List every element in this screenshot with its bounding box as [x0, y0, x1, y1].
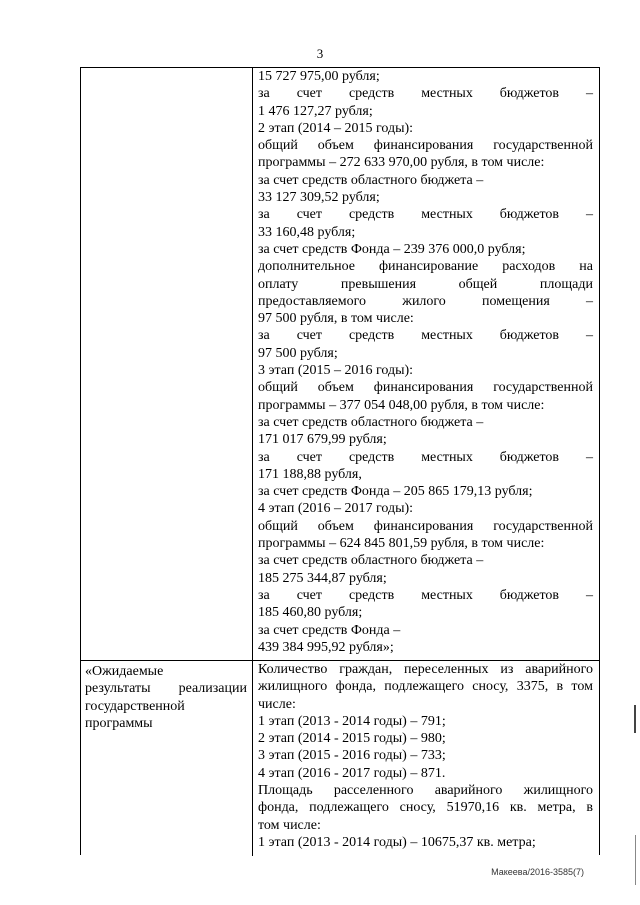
word: бюджетов	[499, 328, 560, 344]
word: из	[500, 662, 514, 677]
text-line	[85, 680, 247, 697]
word: за	[258, 449, 270, 465]
word: расселенного	[333, 783, 414, 799]
word: –	[585, 207, 593, 223]
word: переселенных	[404, 662, 489, 677]
word: местных	[421, 449, 473, 465]
text-line: 2 этап (2014 – 2015 годы):	[258, 120, 414, 136]
footer-reference: Макеева/2016-3585(7)	[491, 867, 584, 877]
text-line: 1 этап (2013 - 2014 годы) – 10675,37 кв. метра;	[258, 834, 536, 850]
text-line: 15 727 975,00 рубля;	[258, 69, 380, 84]
column-divider	[252, 661, 253, 856]
word: помещения	[482, 293, 550, 309]
word: площади	[539, 276, 593, 292]
row1-right-cell	[258, 68, 593, 656]
word: подлежащего	[309, 800, 389, 816]
word: сносу,	[472, 679, 509, 695]
word: за	[258, 587, 270, 603]
text-line	[258, 327, 593, 344]
word: местных	[421, 207, 473, 223]
scan-edge-mark	[634, 705, 636, 733]
word: результаты	[85, 681, 151, 697]
word: объем	[317, 380, 354, 396]
word: государственной	[493, 518, 593, 534]
word: общий	[258, 138, 298, 154]
word: аварийного	[525, 662, 593, 677]
text-line	[258, 206, 593, 223]
word: дополнительное	[258, 259, 355, 275]
text-line	[258, 678, 593, 695]
word: –	[586, 293, 593, 309]
text-line: за счет средств областного бюджета –	[258, 553, 484, 569]
text-line: 171 188,88 рубля,	[258, 466, 362, 482]
word: общей	[458, 276, 498, 292]
word: за	[258, 207, 270, 223]
text-line: 33 160,48 рубля;	[258, 224, 356, 240]
text-line: 171 017 679,99 рубля;	[258, 432, 387, 448]
text-line	[258, 799, 593, 816]
text-line: 97 500 рубля;	[258, 345, 338, 361]
word: счет	[296, 587, 322, 603]
word: местных	[421, 86, 473, 102]
word: счет	[296, 207, 322, 223]
word: реализации	[178, 681, 247, 697]
word: счет	[296, 449, 322, 465]
text-line	[258, 379, 593, 396]
text-line	[258, 518, 593, 535]
word: бюджетов	[499, 207, 560, 223]
text-line	[258, 661, 593, 678]
word: предоставляемого	[258, 293, 367, 309]
text-line: 1 этап (2013 - 2014 годы) – 791;	[258, 713, 446, 729]
word: средств	[348, 86, 395, 102]
word: –	[585, 587, 593, 603]
word: общий	[258, 518, 298, 534]
text-line: 4 этап (2016 – 2017 годы):	[258, 501, 414, 517]
text-line: 1 476 127,27 рубля;	[258, 103, 373, 119]
text-line	[258, 137, 593, 154]
word: аварийного	[434, 783, 503, 799]
word: –	[585, 449, 593, 465]
word: расходов	[502, 259, 556, 275]
text-line	[258, 293, 593, 310]
word: кв.	[509, 800, 527, 816]
word: местных	[421, 587, 473, 603]
word: объем	[317, 138, 354, 154]
word: финансирования	[373, 380, 474, 396]
word: за	[258, 328, 270, 344]
page-number: 3	[316, 46, 324, 61]
word: за	[258, 86, 270, 102]
text-line	[258, 85, 593, 102]
word: средств	[348, 587, 395, 603]
word: 3375,	[516, 679, 549, 695]
text-line	[258, 782, 593, 799]
word: объем	[317, 518, 354, 534]
word: 51970,16	[446, 800, 500, 816]
text-line: государственной	[85, 698, 185, 714]
word: счет	[296, 86, 322, 102]
text-line: за счет средств областного бюджета –	[258, 172, 484, 188]
word: финансирования	[373, 138, 474, 154]
word: граждан,	[339, 662, 393, 677]
word: финансирования	[373, 518, 474, 534]
text-line: «Ожидаемые	[85, 664, 164, 679]
text-line: за счет средств Фонда – 205 865 179,13 рубля;	[258, 484, 533, 500]
word: жилищного	[258, 679, 328, 695]
table-row-expected-results	[81, 661, 599, 856]
word: средств	[348, 449, 395, 465]
text-line: 33 127 309,52 рубля;	[258, 190, 380, 206]
passport-table	[80, 67, 600, 855]
word: бюджетов	[499, 449, 560, 465]
text-line: 439 384 995,92 рубля»;	[258, 639, 394, 655]
word: превышения	[340, 276, 417, 292]
scan-edge-mark	[635, 835, 636, 885]
word: –	[585, 328, 593, 344]
word: местных	[421, 328, 473, 344]
word: сносу,	[399, 800, 436, 816]
text-line: за счет средств областного бюджета –	[258, 414, 484, 430]
text-line: за счет средств Фонда – 239 376 000,0 рубля;	[258, 241, 526, 257]
text-line	[258, 587, 593, 604]
text-line: программы – 624 845 801,59 рубля, в том числе:	[258, 536, 545, 552]
text-line	[258, 449, 593, 466]
row2-left-cell	[85, 663, 247, 732]
text-line: 185 275 344,87 рубля;	[258, 570, 387, 586]
word: средств	[348, 207, 395, 223]
word: бюджетов	[499, 86, 560, 102]
word: жилого	[402, 293, 446, 309]
text-line: 97 500 рубля, в том числе:	[258, 311, 414, 327]
word: в	[586, 800, 593, 816]
text-line: 2 этап (2014 - 2015 годы) – 980;	[258, 731, 446, 747]
text-line: числе:	[258, 696, 296, 712]
text-line: 4 этап (2016 - 2017 годы) – 871.	[258, 765, 446, 781]
word: государственной	[493, 138, 593, 154]
text-line: за счет средств Фонда –	[258, 622, 401, 638]
word: финансирование	[378, 259, 479, 275]
word: метра,	[537, 800, 576, 816]
text-line: 3 этап (2015 – 2016 годы):	[258, 363, 414, 379]
word: на	[579, 259, 593, 275]
word: счет	[296, 328, 322, 344]
word: средств	[348, 328, 395, 344]
word: в	[556, 679, 564, 695]
word: Площадь	[258, 783, 313, 799]
word: Количество	[258, 662, 328, 677]
word: подлежащего	[384, 679, 464, 695]
word: том	[571, 679, 593, 695]
text-line: программы – 377 054 048,00 рубля, в том числе:	[258, 397, 545, 413]
text-line	[258, 276, 593, 293]
word: –	[585, 86, 593, 102]
word: жилищного	[523, 783, 593, 799]
text-line: 3 этап (2015 - 2016 годы) – 733;	[258, 748, 446, 764]
text-line: программы	[85, 715, 153, 731]
text-line: программы – 272 633 970,00 рубля, в том числе:	[258, 155, 545, 171]
text-line: 185 460,80 рубля;	[258, 605, 363, 621]
word: оплату	[258, 276, 299, 292]
word: государственной	[493, 380, 593, 396]
word: фонда,	[258, 800, 299, 816]
text-line	[258, 258, 593, 275]
text-line: том числе:	[258, 817, 321, 833]
word: фонда,	[335, 679, 376, 695]
column-divider	[252, 68, 253, 660]
table-row-financing	[81, 68, 599, 661]
word: общий	[258, 380, 298, 396]
word: бюджетов	[499, 587, 560, 603]
row2-right-cell	[258, 661, 593, 851]
